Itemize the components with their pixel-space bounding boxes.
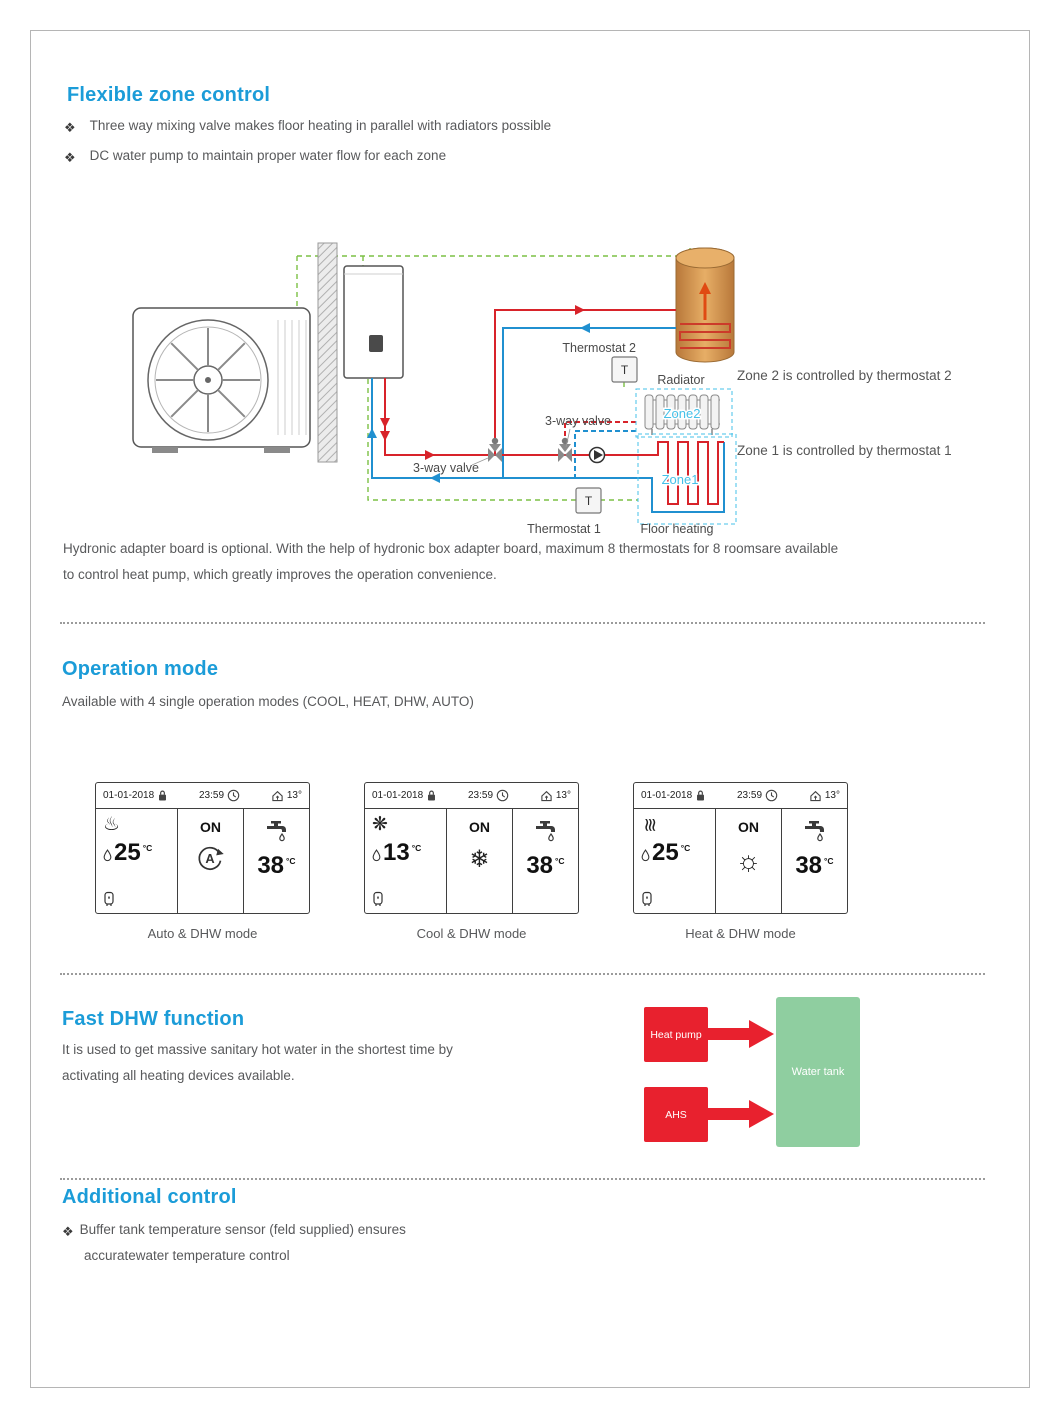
svg-text:T: T (620, 363, 629, 377)
section-divider (60, 1178, 985, 1180)
house-icon (540, 790, 553, 802)
additional-bullet (62, 1222, 406, 1238)
water-drop-icon (372, 849, 381, 862)
dhw-temp-value: 38 (795, 852, 823, 879)
panel-status-bar (634, 783, 847, 809)
section-divider (60, 973, 985, 975)
dhw-temp-value: 38 (526, 852, 554, 879)
dhw-temp: 38 °C (795, 852, 834, 879)
zone-note-line2: to control heat pump, which greatly improves the operation convenience. (63, 567, 497, 582)
diamond-bullet-icon: ❖ (64, 150, 76, 165)
hot-water-tap-icon (801, 818, 827, 842)
panel-time: 23:59 (199, 790, 225, 801)
zone-bullet-2 (64, 148, 446, 164)
water-tank-box: Water tank (776, 997, 860, 1147)
wall (318, 243, 337, 462)
thermostat2-label: Thermostat 2 (562, 341, 636, 355)
zone-bullet-1 (64, 118, 551, 134)
valve-label-top: 3-way valve (545, 414, 611, 428)
outdoor-temp: 13° (286, 790, 302, 801)
clock-icon (765, 789, 778, 802)
panel-date: 01-01-2018 (372, 790, 424, 801)
water-drop-icon (641, 849, 650, 862)
water-temp: 25 °C (103, 841, 152, 865)
lock-icon (695, 789, 706, 802)
bullet-text: Buffer tank temperature sensor (feld supplied) ensures (79, 1222, 406, 1237)
panel-status-bar (96, 783, 309, 809)
hot-water-tap-icon (263, 818, 289, 842)
water-temp-value: 25 (114, 839, 141, 866)
section-title-flexible-zone-control: Flexible zone control (67, 84, 271, 106)
zone-note-line1: Hydronic adapter board is optional. With the help of hydronic box adapter board, maximum 8 thermostats for 8 roomsare available (63, 541, 839, 556)
zone1-note: Zone 1 is controlled by thermostat 1 (737, 443, 952, 458)
panel-date: 01-01-2018 (641, 790, 693, 801)
mode-panel-auto-dhw (95, 782, 310, 914)
svg-text:A: A (205, 850, 216, 866)
three-way-valve-1 (488, 438, 502, 462)
snowflake-icon: ❄ (469, 846, 490, 873)
house-icon (809, 790, 822, 802)
zone1-label: Zone1 (661, 472, 699, 487)
zone2-note: Zone 2 is controlled by thermostat 2 (737, 368, 952, 383)
auto-mode-icon (195, 843, 225, 873)
heat-pump-arrow-icon (706, 1028, 750, 1040)
bullet-text: DC water pump to maintain proper water flow for each zone (89, 148, 447, 163)
ahs-box: AHS (644, 1087, 708, 1142)
panel-time: 23:59 (737, 790, 763, 801)
panel-caption: Auto & DHW mode (147, 926, 258, 941)
mode-panel-heat-dhw (633, 782, 848, 914)
mode-panel-cool-dhw (364, 782, 579, 914)
radiator-label: Radiator (657, 373, 705, 387)
dhw-tank-icon (103, 891, 115, 907)
clock-icon (227, 789, 240, 802)
clock-icon (496, 789, 509, 802)
panel-date: 01-01-2018 (103, 790, 155, 801)
three-way-valve-2 (558, 438, 572, 462)
fast-dhw-desc-line1: It is used to get massive sanitary hot water in the shortest time by (62, 1042, 453, 1057)
panel-caption: Cool & DHW mode (416, 926, 527, 941)
dhw-temp: 38 °C (257, 852, 296, 879)
thermostat-1 (576, 488, 601, 513)
dhw-tank-icon (372, 891, 384, 907)
section-divider (60, 622, 985, 624)
dhw-temp: 38 °C (526, 852, 565, 879)
thermostat-2 (612, 357, 637, 382)
indoor-hydronic-unit (344, 266, 403, 378)
ahs-arrow-icon (706, 1108, 750, 1120)
heat-pump-box: Heat pump (644, 1007, 708, 1062)
water-temp-value: 25 (652, 839, 679, 866)
zone-control-diagram (80, 232, 980, 537)
water-pump (590, 448, 605, 463)
panel-status-bar (365, 783, 578, 809)
water-drop-icon (103, 849, 112, 862)
water-tank (676, 248, 734, 362)
thermostat1-label: Thermostat 1 (527, 522, 601, 536)
outdoor-temp: 13° (824, 790, 840, 801)
floor-heating-label: Floor heating (640, 522, 714, 536)
panel-caption: Heat & DHW mode (685, 926, 796, 941)
on-status: ON (199, 819, 221, 835)
water-temp-value: 13 (383, 839, 410, 866)
heat-mode-icon: ♨ (103, 814, 121, 835)
bullet-text: Three way mixing valve makes floor heating in parallel with radiators possible (89, 118, 552, 133)
section-title-fast-dhw: Fast DHW function (62, 1008, 245, 1030)
on-status: ON (468, 819, 490, 835)
house-icon (271, 790, 284, 802)
panel-time: 23:59 (468, 790, 494, 801)
diamond-bullet-icon: ❖ (64, 120, 76, 135)
svg-text:T: T (584, 494, 593, 508)
outdoor-heat-pump-unit (133, 308, 310, 453)
lock-icon (426, 789, 437, 802)
sun-icon: ☼ (735, 845, 762, 876)
valve-label-bottom: 3-way valve (413, 461, 479, 475)
fan-cool-mode-icon: ❋ (372, 814, 388, 835)
additional-bullet-line2: accuratewater temperature control (84, 1248, 290, 1263)
water-temp: 25 °C (641, 841, 690, 865)
outdoor-temp: 13° (555, 790, 571, 801)
heat-waves-mode-icon: ≋ (638, 817, 660, 833)
fast-dhw-desc-line2: activating all heating devices available. (62, 1068, 295, 1083)
unit-display (369, 335, 383, 352)
lock-icon (157, 789, 168, 802)
section-title-operation-mode: Operation mode (62, 658, 219, 680)
diamond-bullet-icon: ❖ (62, 1224, 74, 1239)
dhw-temp-value: 38 (257, 852, 285, 879)
operation-mode-subtitle: Available with 4 single operation modes (COOL, HEAT, DHW, AUTO) (62, 694, 474, 709)
hot-water-tap-icon (532, 818, 558, 842)
section-title-additional-control: Additional control (62, 1186, 237, 1208)
dhw-tank-icon (641, 891, 653, 907)
on-status: ON (737, 819, 759, 835)
water-temp: 13 °C (372, 841, 421, 865)
zone2-label: Zone2 (663, 406, 701, 421)
